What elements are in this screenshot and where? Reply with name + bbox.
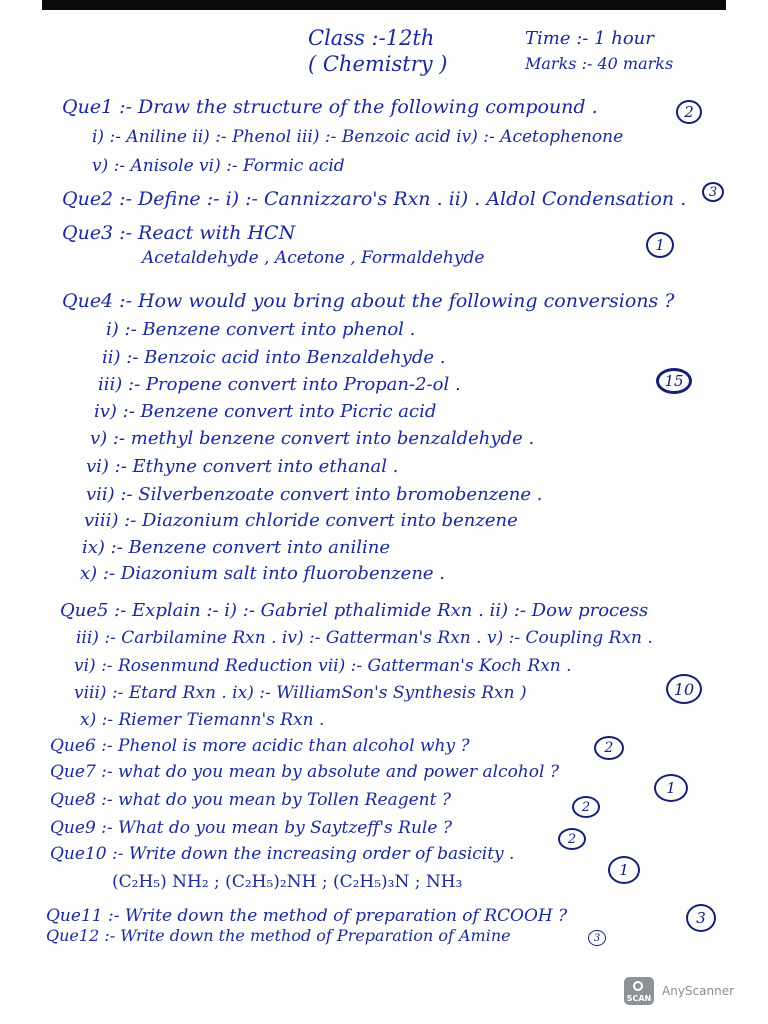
scan-top-edge bbox=[42, 0, 726, 10]
class-label: Class :-12th bbox=[308, 26, 435, 50]
question-6-marks: 2 bbox=[594, 736, 624, 760]
question-2: Que2 :- Define :- i) :- Cannizzaro's Rxn . ii) . Aldol Condensation . bbox=[62, 188, 687, 210]
question-4-marks: 15 bbox=[656, 368, 692, 394]
question-4-item-1: i) :- Benzene convert into phenol . bbox=[106, 319, 416, 340]
question-10-amines: (C₂H₅) NH₂ ; (C₂H₅)₂NH ; (C₂H₅)₃N ; NH₃ bbox=[112, 872, 463, 892]
question-6: Que6 :- Phenol is more acidic than alcohol why ? bbox=[50, 736, 470, 756]
time-label: Time :- 1 hour bbox=[525, 28, 654, 49]
question-4-item-5: v) :- methyl benzene convert into benzaldehyde . bbox=[90, 428, 535, 449]
question-4-item-2: ii) :- Benzoic acid into Benzaldehyde . bbox=[102, 347, 446, 368]
scanner-badge: SCAN bbox=[626, 994, 652, 1003]
question-paper-sheet bbox=[40, 10, 728, 950]
camera-lens-icon bbox=[633, 981, 643, 991]
question-8-marks: 2 bbox=[572, 796, 600, 818]
question-5-line-1: iii) :- Carbilamine Rxn . iv) :- Gatterman's Rxn . v) :- Coupling Rxn . bbox=[76, 628, 653, 648]
question-7: Que7 :- what do you mean by absolute and power alcohol ? bbox=[50, 762, 559, 782]
question-10-marks: 1 bbox=[608, 856, 640, 884]
question-5-line-4: x) :- Riemer Tiemann's Rxn . bbox=[80, 710, 325, 730]
question-4: Que4 :- How would you bring about the following conversions ? bbox=[62, 290, 675, 312]
question-12: Que12 :- Write down the method of Preparation of Amine bbox=[46, 926, 511, 945]
scanner-camera-icon bbox=[624, 977, 654, 1005]
question-5-line-3: viii) :- Etard Rxn . ix) :- WilliamSon's Synthesis Rxn ) bbox=[74, 683, 527, 703]
question-4-item-8: viii) :- Diazonium chloride convert into benzene bbox=[84, 510, 518, 531]
marks-total-label: Marks :- 40 marks bbox=[525, 54, 674, 73]
question-4-item-4: iv) :- Benzene convert into Picric acid bbox=[94, 401, 437, 422]
question-4-item-6: vi) :- Ethyne convert into ethanal . bbox=[86, 456, 399, 477]
question-4-item-7: vii) :- Silverbenzoate convert into bromobenzene . bbox=[86, 484, 543, 505]
question-9-marks: 2 bbox=[558, 828, 586, 850]
question-11-marks: 3 bbox=[686, 904, 716, 932]
question-10: Que10 :- Write down the increasing order of basicity . bbox=[50, 844, 515, 864]
question-1: Que1 :- Draw the structure of the following compound . bbox=[62, 96, 598, 118]
question-3-marks: 1 bbox=[646, 232, 674, 258]
question-3: Que3 :- React with HCN bbox=[62, 222, 296, 244]
question-3-compounds: Acetaldehyde , Acetone , Formaldehyde bbox=[142, 248, 485, 268]
question-12-marks: 3 bbox=[588, 930, 606, 946]
subject-label: ( Chemistry ) bbox=[308, 52, 448, 76]
question-7-marks: 1 bbox=[654, 774, 688, 802]
scanner-brand-label: AnyScanner bbox=[662, 984, 735, 998]
question-1-options-b: v) :- Anisole vi) :- Formic acid bbox=[92, 156, 345, 176]
question-2-marks: 3 bbox=[702, 182, 724, 202]
question-4-item-9: ix) :- Benzene convert into aniline bbox=[82, 537, 390, 558]
question-8: Que8 :- what do you mean by Tollen Reagent ? bbox=[50, 790, 451, 810]
question-5-marks: 10 bbox=[666, 674, 702, 704]
question-11: Que11 :- Write down the method of preparation of RCOOH ? bbox=[46, 906, 568, 926]
question-1-marks: 2 bbox=[676, 100, 702, 124]
question-5-line-2: vi) :- Rosenmund Reduction vii) :- Gatterman's Koch Rxn . bbox=[74, 656, 572, 676]
question-4-item-3: iii) :- Propene convert into Propan-2-ol . bbox=[98, 374, 461, 395]
question-4-item-10: x) :- Diazonium salt into fluorobenzene . bbox=[80, 563, 446, 584]
question-9: Que9 :- What do you mean by Saytzeff's Rule ? bbox=[50, 818, 452, 838]
question-1-options-a: i) :- Aniline ii) :- Phenol iii) :- Benzoic acid iv) :- Acetophenone bbox=[92, 127, 624, 147]
question-5: Que5 :- Explain :- i) :- Gabriel pthalimide Rxn . ii) :- Dow process bbox=[60, 600, 649, 621]
